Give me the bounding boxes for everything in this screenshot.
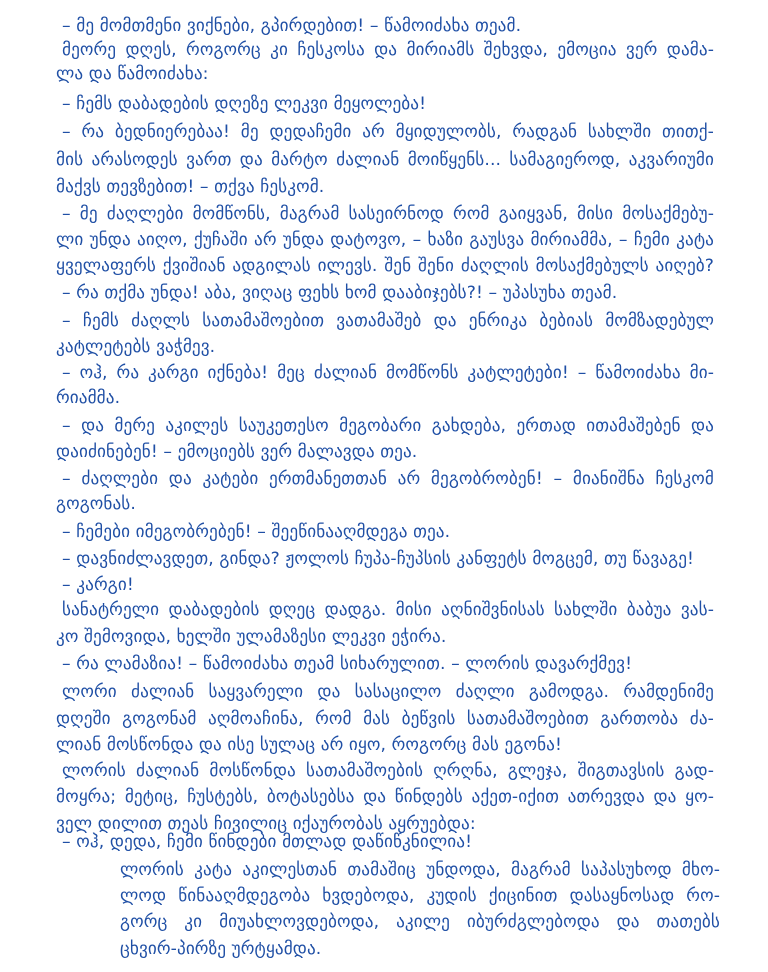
text-line-28: ლიან მოსწონდა და ისე სულაც არ იყო, როგორც მას ეგონა! [56, 735, 562, 755]
text-line-1: – მე მომთმენი ვიქნები, გპირდებით! – წამოიძახა თეამ. [62, 16, 522, 36]
text-line-27: დღეში გოგონამ აღმოაჩინა, რომ მას ბეწვის სათამაშოებით გართობა ძა- [56, 709, 714, 729]
text-line-31: ველ დილით თეას ჩივილიც იქაურობას აყრუებდა: [56, 814, 476, 834]
text-line-26: ლორი ძალიან საყვარელი და სასაცილო ძაღლი გამოდგა. რამდენიმე [62, 682, 714, 702]
text-line-36: ცხვირ-პირზე ურტყამდა. [120, 939, 322, 959]
text-line-32: – ოჰ, დედა, ჩემი წინდები მთლად დაწიწკნილია! [62, 832, 473, 852]
text-line-19: გოგონას. [56, 494, 136, 514]
text-line-10: ყველაფერს ქვიშიან ადგილას ილევს. შენ შენი ძაღლის მოსაქმებულს აიღებ? [56, 256, 714, 276]
text-line-21: – დავნიძლავდეთ, გინდა? ჟოლოს ჩუპა-ჩუპსის კანფეტს მოგცემ, თუ წავაგე! [62, 549, 695, 569]
text-line-29: ლორის ძალიან მოსწონდა სათამაშოების ღრღნა, გლეჯა, შიგთავსის გად- [62, 761, 714, 781]
text-line-5: – რა ბედნიერებაა! მე დედაჩემი არ მყიდულობს, რადგან სახლში თითქ- [62, 122, 714, 142]
text-line-8: – მე ძაღლები მომწონს, მაგრამ სასეირნოდ რომ გაიყვან, მისი მოსაქმებუ- [62, 204, 714, 224]
text-line-23: სანატრელი დაბადების დღეც დადგა. მისი აღნიშვნისას სახლში ბაბუა ვას- [62, 600, 714, 620]
text-line-2: მეორე დღეს, როგორც კი ჩესკოსა და მირიამს შეხვდა, ემოცია ვერ დამა- [62, 40, 714, 60]
text-line-6: მის არასოდეს ვართ და მარტო ძალიან მოიწყენს... სამაგიეროდ, აკვარიუმი [56, 150, 714, 170]
text-line-17: დაიძინებენ! – ემოციებს ვერ მალავდა თეა. [56, 442, 418, 462]
text-line-18: – ძაღლები და კატები ერთმანეთთან არ მეგობრობენ! – მიანიშნა ჩესკომ [62, 469, 714, 489]
text-line-12: – ჩემს ძაღლს სათამაშოებით ვათამაშებ და ენრიკა ბებიას მომზადებულ [62, 311, 714, 331]
text-line-35: გორც კი მიუახლოვდებოდა, აკილე იბურძგლებოდა და თათებს [120, 912, 720, 932]
text-line-9: ლი უნდა აიღო, ქუჩაში არ უნდა დატოვო, – ხაზი გაუსვა მირიამმა, – ჩემი კატა [56, 230, 714, 250]
text-line-33: ლორის კატა აკილესთან თამაშიც უნდოდა, მაგრამ საპასუხოდ მხო- [120, 860, 720, 880]
text-line-24: კო შემოვიდა, ხელში ულამაზესი ლეკვი ეჭირა. [56, 627, 447, 647]
text-line-15: რიამმა. [56, 388, 121, 408]
text-line-13: კატლეტებს ვაჭმევ. [56, 337, 216, 357]
text-line-20: – ჩემები იმეგობრებენ! – შეეწინააღმდეგა თეა. [62, 522, 451, 542]
text-line-25: – რა ლამაზია! – წამოიძახა თეამ სიხარულით. – ლორის დავარქმევ! [62, 654, 633, 674]
text-line-7: მაქვს თევზებით! – თქვა ჩესკომ. [56, 177, 325, 197]
text-line-14: – ოჰ, რა კარგი იქნება! მეც ძალიან მომწონს კატლეტები! – წამოიძახა მი- [62, 363, 714, 383]
text-line-30: მოყრა; მეტიც, ჩუსტებს, ბოტასებსა და წინდებს აქეთ-იქით ათრევდა და ყო- [56, 787, 714, 807]
text-line-3: ლა და წამოიძახა: [56, 64, 209, 84]
text-line-4: – ჩემს დაბადების დღეზე ლეკვი მეყოლება! [62, 94, 427, 114]
text-line-11: – რა თქმა უნდა! აბა, ვიღაც ფეხს ხომ დააბიჯებს?! – უპასუხა თეამ. [62, 283, 618, 303]
text-line-16: – და მერე აკილეს საუკეთესო მეგობარი გახდება, ერთად ითამაშებენ და [62, 416, 714, 436]
text-line-34: ლოდ წინააღმდეგობა ხვდებოდა, კუდის ქიცინით დასაყნოსად რო- [120, 886, 720, 906]
text-line-22: – კარგი! [62, 575, 134, 595]
